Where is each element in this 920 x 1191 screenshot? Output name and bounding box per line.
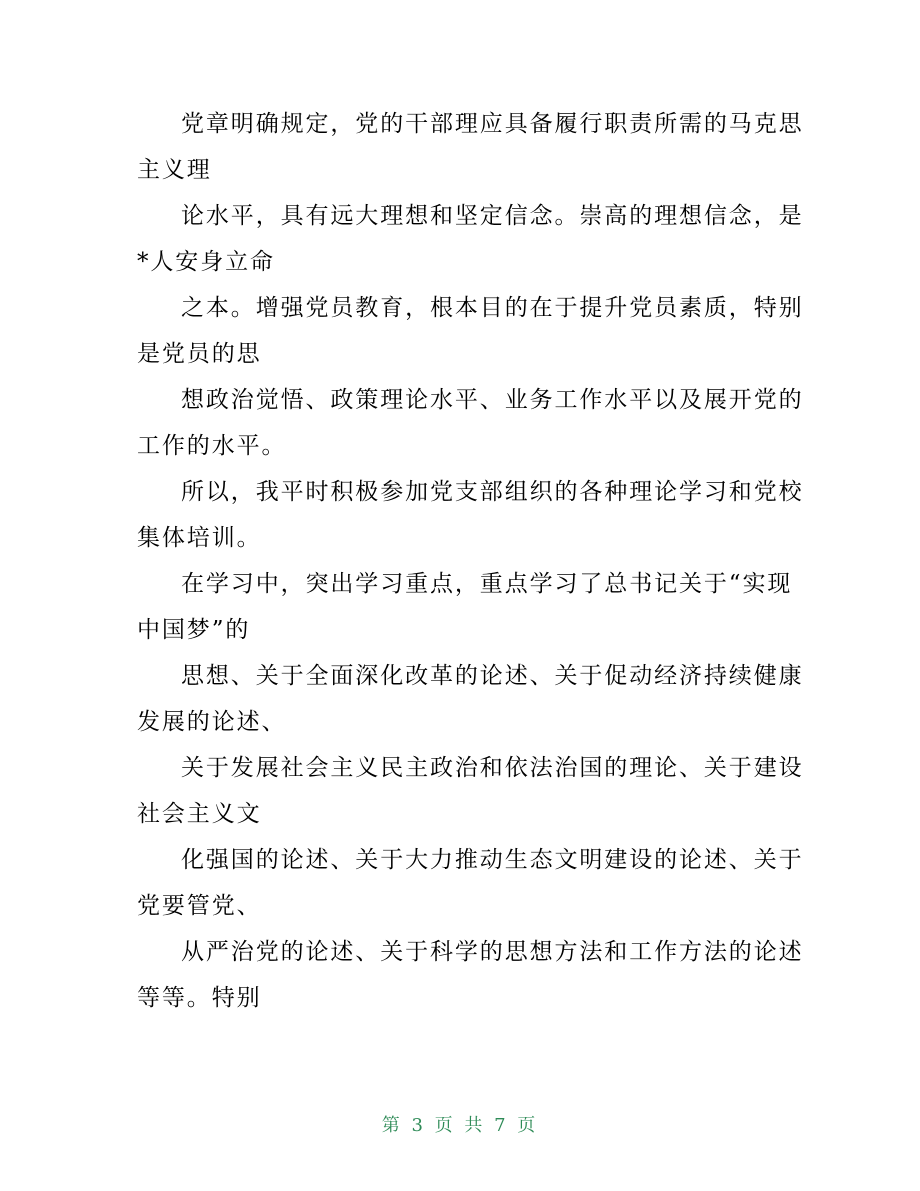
paragraph <box>137 745 804 837</box>
paragraph-line: 社会主义文 <box>137 801 262 827</box>
paragraph-line: 之本。增强党员教育，根本目的在于提升党员素质，特别 <box>181 295 804 321</box>
paragraph-line: 工作的水平。 <box>137 433 287 459</box>
paragraph-line: 思想、关于全面深化改革的论述、关于促动经济持续健康 <box>181 663 804 689</box>
paragraph <box>137 929 804 1021</box>
paragraph-line: 发展的论述、 <box>137 709 287 735</box>
paragraph <box>137 377 804 469</box>
paragraph-line: 论水平，具有远大理想和坚定信念。崇高的理想信念，是 <box>181 203 804 229</box>
paragraph-line: 党要管党、 <box>137 893 262 919</box>
paragraph-line: *人安身立命 <box>137 249 275 275</box>
paragraph-line: 在学习中，突出学习重点，重点学习了总书记关于“实现 <box>181 571 793 597</box>
paragraph-line: 化强国的论述、关于大力推动生态文明建设的论述、关于 <box>181 847 804 873</box>
paragraph-line: 是党员的思 <box>137 341 262 367</box>
paragraph <box>137 653 804 745</box>
paragraph-line: 想政治觉悟、政策理论水平、业务工作水平以及展开党的 <box>181 387 804 413</box>
paragraph <box>137 285 804 377</box>
paragraph-line: 集体培训。 <box>137 525 262 551</box>
paragraph <box>137 561 793 653</box>
paragraph <box>137 101 804 193</box>
paragraph-line: 等等。特别 <box>137 985 262 1011</box>
page-number-footer: 第 3 页 共 7 页 <box>381 1115 539 1136</box>
paragraph-line: 党章明确规定，党的干部理应具备履行职责所需的马克思 <box>181 111 804 137</box>
document-body <box>137 101 804 1021</box>
paragraph <box>137 193 804 285</box>
paragraph-line: 从严治党的论述、关于科学的思想方法和工作方法的论述 <box>181 939 804 965</box>
paragraph <box>137 837 804 929</box>
paragraph-line: 所以，我平时积极参加党支部组织的各种理论学习和党校 <box>181 479 804 505</box>
paragraph <box>137 469 804 561</box>
paragraph-line: 主义理 <box>137 157 212 183</box>
paragraph-line: 关于发展社会主义民主政治和依法治国的理论、关于建设 <box>181 755 804 781</box>
paragraph-line: 中国梦”的 <box>137 617 251 643</box>
